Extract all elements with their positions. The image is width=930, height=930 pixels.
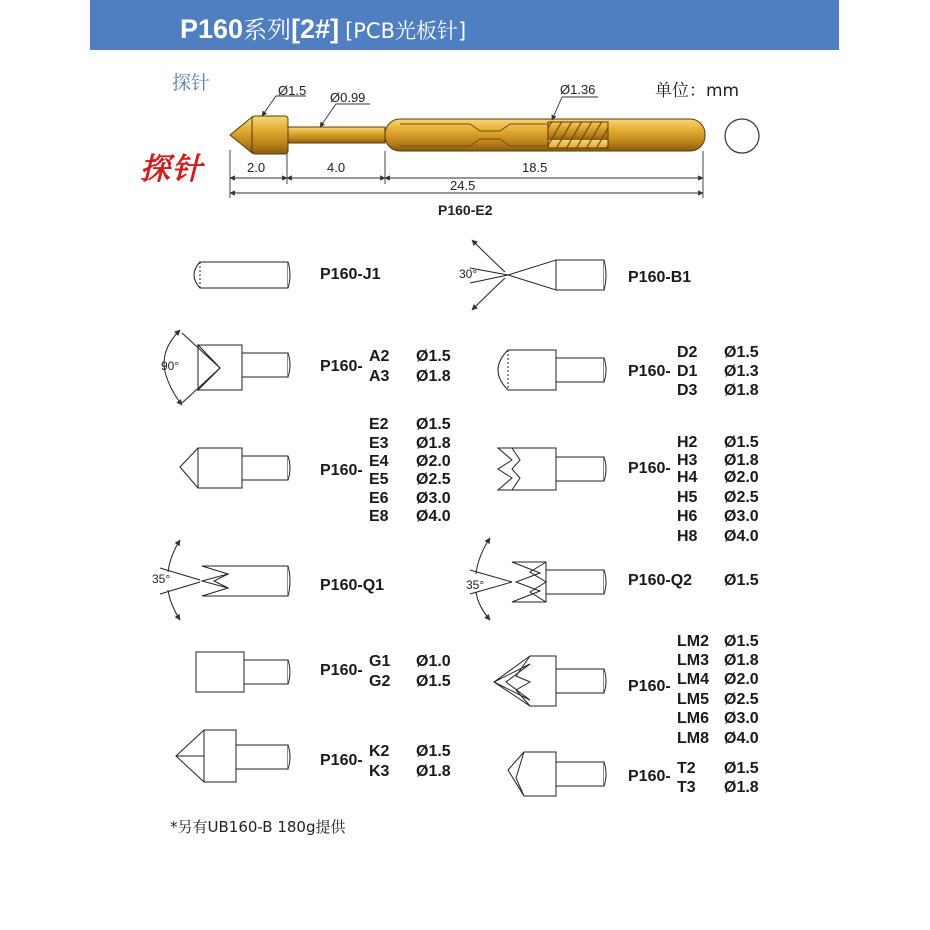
tip-size-t2: Ø1.5 (724, 760, 759, 777)
tip-e-drawing (180, 448, 290, 488)
tip-size-lm4: Ø2.0 (724, 671, 759, 688)
tip-k-drawing (176, 730, 290, 782)
tip-size-d1: Ø1.3 (724, 363, 759, 380)
probe-heading: 探针 (172, 72, 211, 94)
tip-size-lm2: Ø1.5 (724, 633, 759, 650)
tip-size-e2: Ø1.5 (416, 416, 451, 433)
tip-code-lm3: LM3 (677, 652, 709, 669)
end-view-circle (725, 119, 759, 153)
main-probe-drawing (230, 116, 705, 154)
tip-size-h5: Ø2.5 (724, 489, 759, 506)
tip-size-a3: Ø1.8 (416, 368, 451, 385)
tip-code-a2: A2 (369, 348, 390, 365)
tip-code-d2: D2 (677, 344, 698, 361)
tip-lm-drawing (494, 656, 606, 706)
tip-prefix-e: P160- (320, 462, 363, 479)
tip-size-e5: Ø2.5 (416, 471, 451, 488)
probe-red-label: 探针 (140, 152, 204, 187)
title-tag: [2#] (291, 14, 340, 44)
tip-angle-q2: 35° (466, 578, 485, 592)
tip-size-h3: Ø1.8 (724, 452, 759, 469)
dim-length-3: 18.5 (522, 160, 548, 175)
tip-code-g2: G2 (369, 673, 391, 690)
tip-label-q2: P160-Q2 (628, 572, 693, 589)
tip-d-drawing (498, 350, 606, 390)
footnote: *另有UB160-B 180g提供 (170, 818, 346, 836)
tip-size-lm3: Ø1.8 (724, 652, 759, 669)
tip-angle-q1: 35° (152, 572, 171, 586)
tip-angle-a: 90° (161, 359, 180, 373)
title-model: P160 (180, 14, 244, 44)
tip-size-e8: Ø4.0 (416, 508, 451, 525)
tip-angle-b1: 30° (459, 267, 478, 281)
tip-t-drawing (508, 752, 606, 796)
tip-code-e3: E3 (369, 435, 389, 452)
tip-size-h8: Ø4.0 (724, 528, 759, 545)
tip-prefix-a: P160- (320, 358, 363, 375)
tip-size-q2: Ø1.5 (724, 572, 759, 589)
tip-size-g1: Ø1.0 (416, 653, 451, 670)
tip-prefix-d: P160- (628, 363, 671, 380)
tip-prefix-g: P160- (320, 662, 363, 679)
tip-size-t3: Ø1.8 (724, 779, 759, 796)
tip-size-k3: Ø1.8 (416, 763, 451, 780)
tip-code-h8: H8 (677, 528, 698, 545)
tip-size-e6: Ø3.0 (416, 490, 451, 507)
tip-size-k2: Ø1.5 (416, 743, 451, 760)
unit-label: 单位：mm (655, 81, 740, 101)
tip-size-d3: Ø1.8 (724, 382, 759, 399)
tip-a-drawing (164, 330, 290, 405)
tip-prefix-t: P160- (628, 768, 671, 785)
tip-q2-drawing (470, 538, 606, 620)
tip-size-d2: Ø1.5 (724, 344, 759, 361)
tip-size-lm6: Ø3.0 (724, 710, 759, 727)
tip-code-lm8: LM8 (677, 730, 709, 747)
tip-code-h5: H5 (677, 489, 698, 506)
dim-diameter-2: Ø0.99 (330, 90, 366, 105)
tip-code-d3: D3 (677, 382, 698, 399)
main-probe-model: P160-E2 (438, 202, 493, 218)
tip-code-t3: T3 (677, 779, 696, 796)
tip-size-h4: Ø2.0 (724, 469, 759, 486)
tip-size-lm8: Ø4.0 (724, 730, 759, 747)
dim-length-total: 24.5 (450, 178, 476, 193)
tip-prefix-k: P160- (320, 752, 363, 769)
tip-code-t2: T2 (677, 760, 696, 777)
tip-size-a2: Ø1.5 (416, 348, 451, 365)
tip-code-h4: H4 (677, 469, 698, 486)
tip-code-h2: H2 (677, 434, 698, 451)
tip-code-lm4: LM4 (677, 671, 709, 688)
tip-code-e8: E8 (369, 508, 389, 525)
dim-diameter-3: Ø1.36 (560, 82, 596, 97)
tip-code-h6: H6 (677, 508, 698, 525)
tip-size-g2: Ø1.5 (416, 673, 451, 690)
tip-code-e2: E2 (369, 416, 389, 433)
dim-length-1: 2.0 (247, 160, 266, 175)
tip-code-h3: H3 (677, 452, 698, 469)
tip-j1-drawing (194, 262, 290, 288)
tip-code-e4: E4 (369, 453, 389, 470)
tip-label-b1: P160-B1 (628, 269, 692, 286)
tip-code-e5: E5 (369, 471, 389, 488)
title-series: 系列 (243, 16, 292, 44)
tip-label-q1: P160-Q1 (320, 577, 385, 594)
tip-code-d1: D1 (677, 363, 698, 380)
tip-size-e3: Ø1.8 (416, 435, 451, 452)
tip-code-k2: K2 (369, 743, 390, 760)
tip-h-drawing (498, 448, 606, 490)
tip-g-drawing (196, 652, 290, 692)
dim-diameter-1: Ø1.5 (278, 83, 307, 98)
tip-size-h6: Ø3.0 (724, 508, 759, 525)
tip-size-lm5: Ø2.5 (724, 691, 759, 708)
dim-length-2: 4.0 (327, 160, 346, 175)
title-type: [PCB光板针] (345, 19, 467, 43)
tip-size-h2: Ø1.5 (724, 434, 759, 451)
tip-code-g1: G1 (369, 653, 391, 670)
tip-size-e4: Ø2.0 (416, 453, 451, 470)
tip-code-a3: A3 (369, 368, 390, 385)
tip-code-lm5: LM5 (677, 691, 709, 708)
tip-prefix-lm: P160- (628, 678, 671, 695)
tip-b1-drawing (470, 240, 606, 310)
tip-q1-drawing (160, 540, 290, 620)
tip-code-k3: K3 (369, 763, 390, 780)
tip-code-lm6: LM6 (677, 710, 709, 727)
tip-code-lm2: LM2 (677, 633, 709, 650)
tip-prefix-h: P160- (628, 460, 671, 477)
tip-code-e6: E6 (369, 490, 389, 507)
tip-label-j1: P160-J1 (320, 266, 381, 283)
